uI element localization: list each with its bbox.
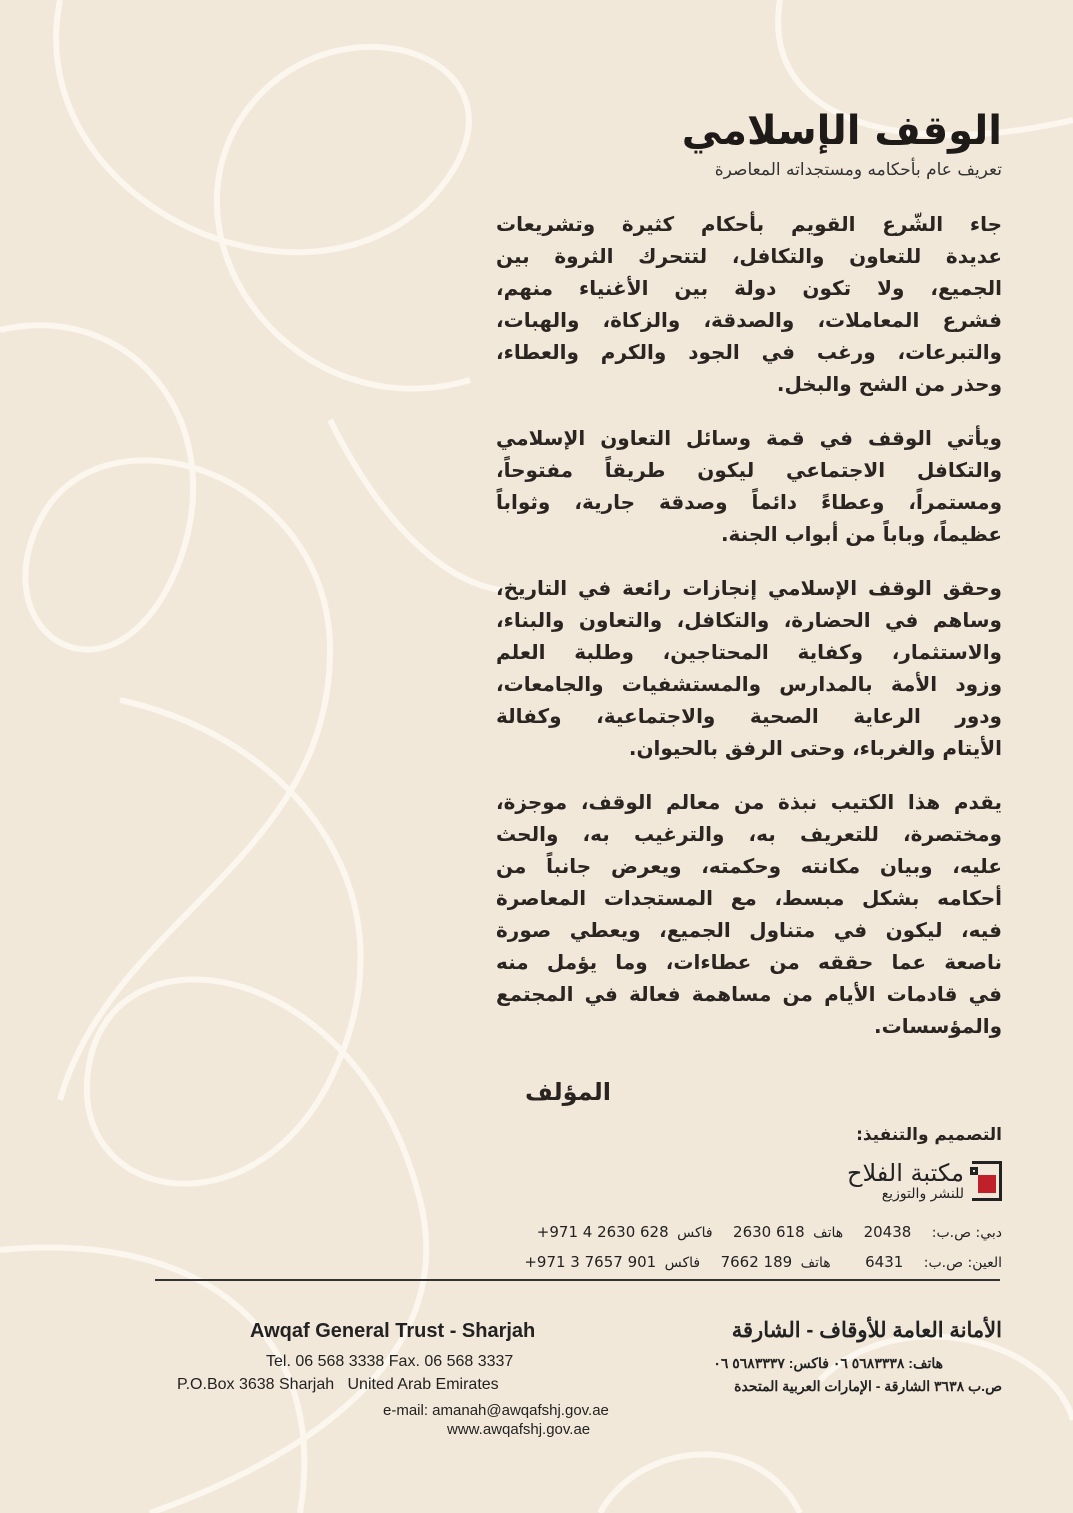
text-line: والتبرعات، ورغب في الجود والكرم والعطاء،	[496, 340, 1002, 364]
fax: +971 4 2630 628	[536, 1223, 669, 1241]
text-line: وزود الأمة بالمدارس والمستشفيات والجامعات،	[496, 672, 1002, 696]
po-box: 6431	[865, 1253, 904, 1271]
text-line: يقدم هذا الكتيب نبذة من معالم الوقف، موجزة،	[496, 790, 1002, 814]
text-line: أحكامه بشكل مبسط، مع المستجدات المعاصرة	[496, 886, 1002, 910]
text-line: ويأتي الوقف في قمة وسائل التعاون الإسلامي	[496, 426, 1002, 450]
email-link[interactable]: e-mail: amanah@awqafshj.gov.ae	[383, 1402, 609, 1419]
text-line: ومستمراً، وعطاءً دائماً وصدقة جارية، وثواباً	[496, 490, 1002, 514]
text-line: والتكافل الاجتماعي ليكون طريقاً مفتوحاً،	[496, 458, 1002, 482]
paragraph	[496, 208, 1002, 400]
alain-contact	[508, 1253, 1002, 1271]
book-title: الوقف الإسلامي	[681, 108, 1002, 154]
book-subtitle: تعريف عام بأحكامه ومستجداته المعاصرة	[714, 160, 1002, 180]
dubai-contact	[521, 1223, 1002, 1241]
tel-english: Tel. 06 568 3338 Fax. 06 568 3337	[266, 1353, 514, 1370]
city-label: العين: ص.ب:	[923, 1255, 1002, 1271]
publisher-logo-icon	[972, 1161, 1002, 1201]
text-line: ودور الرعاية الصحية والاجتماعية، وكفالة	[496, 704, 1002, 728]
address-english: P.O.Box 3638 Sharjah United Arab Emirates	[177, 1376, 499, 1393]
author-signature: المؤلف	[525, 1078, 611, 1106]
paragraph	[496, 786, 1002, 1042]
phone: 2630 618	[733, 1223, 805, 1241]
fax: +971 3 7657 901	[524, 1253, 657, 1271]
paragraph	[496, 572, 1002, 764]
paragraph	[496, 422, 1002, 550]
text-line: ومختصرة، للتعريف به، والترغيب به، والحث	[496, 822, 1002, 846]
text-line: وحقق الوقف الإسلامي إنجازات رائعة في التاريخ،	[496, 576, 1002, 600]
text-line: فيه، ليكون في متناول الجميع، ويعطي صورة	[496, 918, 1002, 942]
fax-label: فاكس	[677, 1225, 713, 1241]
text-line: عظيماً، وباباً من أبواب الجنة.	[720, 522, 1002, 546]
org-name-english: Awqaf General Trust - Sharjah	[250, 1320, 536, 1342]
website-link[interactable]: www.awqafshj.gov.ae	[447, 1421, 591, 1438]
text-line: عديدة للتعاون والتكافل، لتتحرك الثروة بين	[496, 244, 1002, 268]
text-line: والمؤسسات.	[874, 1014, 1002, 1038]
phone: 7662 189	[720, 1253, 793, 1271]
text-line: عليه، وبيان مكانته وحكمته، ويعرض جانباً من	[496, 854, 1002, 878]
publisher-name: مكتبة الفلاح	[846, 1159, 964, 1187]
fax-label: فاكس	[664, 1255, 701, 1271]
text-line: ناصعة عما حققه من عطاءات، وما يؤمل منه	[496, 950, 1002, 974]
phone-label: هاتف	[800, 1255, 831, 1271]
publisher-logo-block	[847, 1160, 1002, 1202]
text-line: فشرع المعاملات، والصدقة، والزكاة، والهبات،	[496, 308, 1002, 332]
divider	[155, 1279, 1000, 1281]
text-line: في قادمات الأيام من مساهمة فعالة في المجتمع	[496, 982, 1002, 1006]
city-label: دبي: ص.ب:	[931, 1225, 1002, 1241]
address-arabic: ص.ب ٣٦٣٨ الشارقة - الإمارات العربية المتحدة	[734, 1378, 1002, 1394]
body-text	[496, 208, 1002, 1064]
text-line: جاء الشّرع القويم بأحكام كثيرة وتشريعات	[496, 212, 1002, 236]
phone-label: هاتف	[813, 1225, 844, 1241]
text-line: الأيتام والغرباء، وحتى الرفق بالحيوان.	[628, 736, 1002, 760]
org-name-arabic: الأمانة العامة للأوقاف - الشارقة	[731, 1319, 1002, 1342]
text-line: وحذر من الشح والبخل.	[776, 372, 1002, 396]
design-credit-label: التصميم والتنفيذ:	[856, 1125, 1002, 1145]
po-box: 20438	[863, 1223, 912, 1241]
text-line: وساهم في الحضارة، والتكافل، والتعاون والبناء،	[496, 608, 1002, 632]
tel-arabic: هاتف: ٥٦٨٣٣٣٨ ٠٦ فاكس: ٥٦٨٣٣٣٧ ٠٦	[713, 1355, 943, 1371]
text-line: والاستثمار، وكفاية المحتاجين، وطلبة العلم	[496, 640, 1002, 664]
publisher-subtitle: للنشر والتوزيع	[881, 1186, 964, 1202]
text-line: الجميع، ولا تكون دولة بين الأغنياء منهم،	[496, 276, 1002, 300]
